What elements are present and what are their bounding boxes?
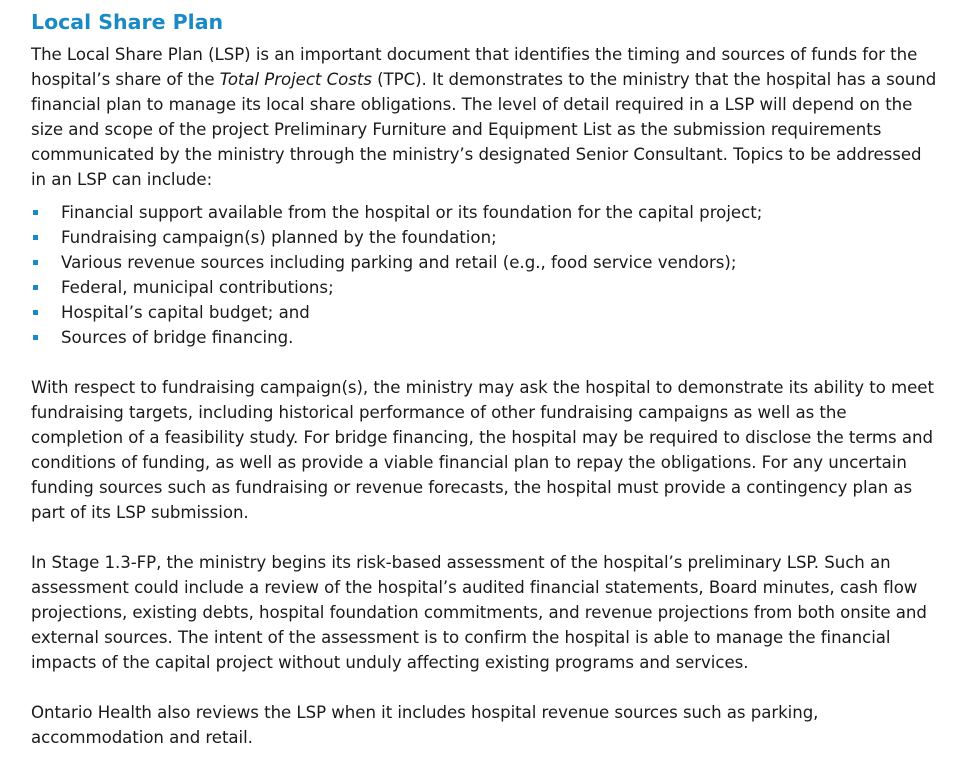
square-bullet-icon [33, 210, 38, 215]
list-item [31, 250, 937, 275]
intro-paragraph [31, 42, 937, 192]
ontario-health-paragraph: Ontario Health also reviews the LSP when it includes hospital revenue sources such as parking, accommodation and retail. [31, 703, 819, 747]
list-item-text: Federal, municipal contributions; [61, 278, 334, 297]
list-item [31, 200, 937, 225]
intro-text-part2: (TPC). It demonstrates to the ministry that the hospital has a sound financial plan to manage its local share obligations. The level of detail required in a LSP will depend on the size and scope of the project Preliminary Furniture and Equipment List as the submission requirements communicated by the ministry through the ministry’s designated Senior Consultant. Topics to be addressed in an LSP can include: [31, 70, 937, 189]
list-item [31, 275, 937, 300]
list-item-text: Financial support available from the hospital or its foundation for the capital project; [61, 203, 763, 222]
list-item-text: Fundraising campaign(s) planned by the foundation; [61, 228, 497, 247]
section-title: Local Share Plan [31, 10, 224, 34]
list-item-text: Various revenue sources including parking and retail (e.g., food service vendors); [61, 253, 737, 272]
topics-list [31, 200, 937, 350]
intro-italic-term: Total Project Costs [219, 70, 372, 89]
square-bullet-icon [33, 260, 38, 265]
list-item [31, 225, 937, 250]
intro-text-part1: The Local Share Plan (LSP) is an important document that identifies the timing and sources of funds for the hospital’s share of the [31, 45, 918, 89]
square-bullet-icon [33, 235, 38, 240]
list-item [31, 300, 937, 325]
square-bullet-icon [33, 310, 38, 315]
list-item-text: Sources of bridge financing. [61, 328, 294, 347]
fundraising-paragraph: With respect to fundraising campaign(s), the ministry may ask the hospital to demonstrate its ability to meet fundraising targets, including historical performance of other fundraising campaigns as well as the completion of a feasibility study. For bridge financing, the hospital may be required to disclose the terms and conditions of funding, as well as provide a viable financial plan to repay the obligations. For any uncertain funding sources such as fundraising or revenue forecasts, the hospital must provide a contingency plan as part of its LSP submission. [31, 378, 934, 522]
list-item [31, 325, 937, 350]
assessment-paragraph: In Stage 1.3-FP, the ministry begins its risk-based assessment of the hospital’s preliminary LSP. Such an assessment could include a review of the hospital’s audited financial statements, Board minutes, cash flow projections, existing debts, hospital foundation commitments, and revenue projections from both onsite and external sources. The intent of the assessment is to confirm the hospital is able to manage the financial impacts of the capital project without unduly affecting existing programs and services. [31, 553, 927, 672]
list-item-text: Hospital’s capital budget; and [61, 303, 310, 322]
square-bullet-icon [33, 335, 38, 340]
square-bullet-icon [33, 285, 38, 290]
